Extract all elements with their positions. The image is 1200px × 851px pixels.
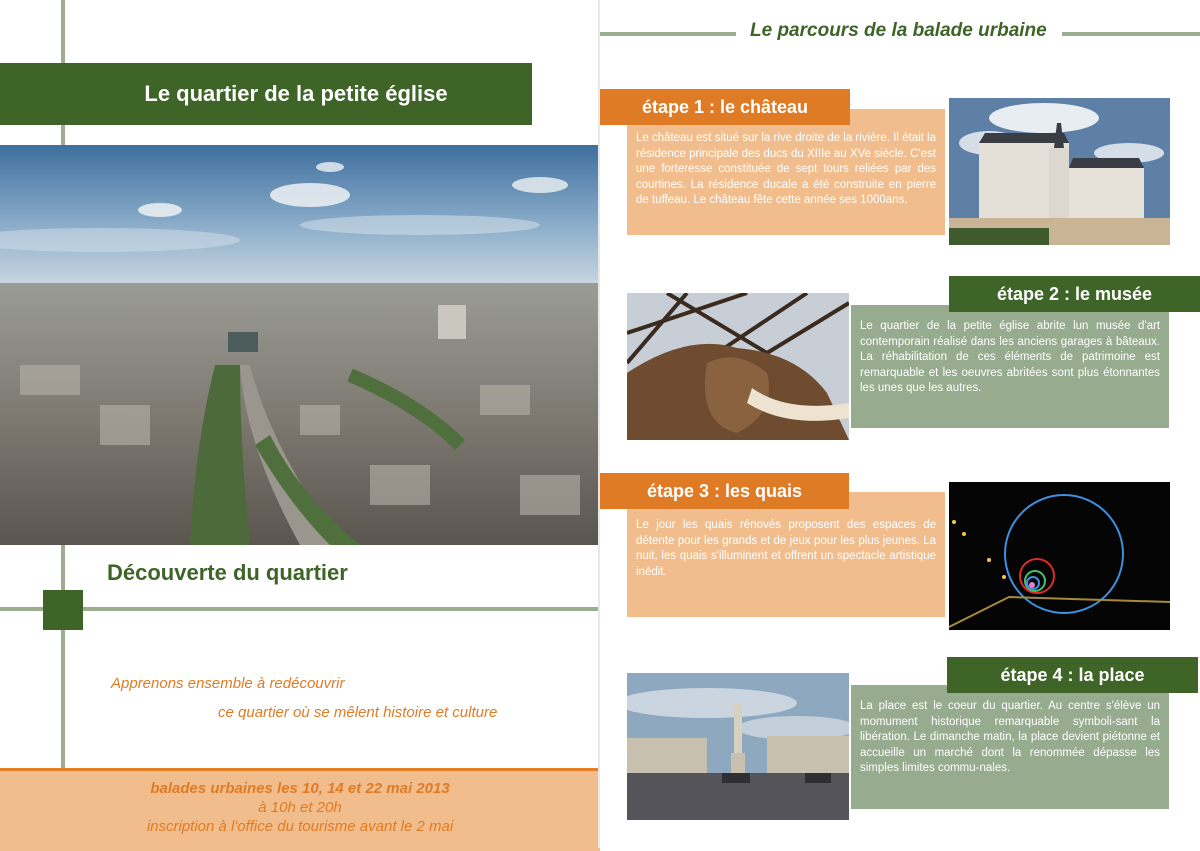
page-title-banner [0,63,532,125]
route-title: Le parcours de la balade urbaine [750,20,1047,41]
step-1-heading [600,89,850,125]
horizontal-rule [0,607,600,611]
step-4-text: La place est le coeur du quartier. Au centre s'élève un momument historique remarquable symboli-sant la libération. Le dimanche matin, la place devient piétonne et accueille un marché dont la renommée dépasse les simples limites commu-nales. [860,700,1160,774]
hero-aerial-image [0,145,600,545]
step-1-heading-text: étape 1 : le château [641,96,809,117]
section-title: Découverte du quartier [107,560,348,585]
step-4-heading-text: étape 4 : la place [1000,664,1145,685]
step-1-text: Le château est situé sur la rive droite de la rivière. Il était la résidence principale des ducs du XIIIe au XVe siècle. C'est une forteresse constituée de sept tours reliées par des courtines. La résidence ducale a été construite en pierre de tuffeau. Le château fête cette année ses 1000ans. [636,132,936,206]
tagline-line-2: ce quartier où se mêlent histoire et culture [218,704,498,721]
step-4-square-photo [627,673,849,820]
event-times: à 10h et 20h [258,799,342,816]
vertical-rule-bottom [61,545,65,768]
light-rings-illustration [949,482,1170,630]
vertical-rule-top [61,0,65,63]
step-3-heading-text: étape 3 : les quais [646,480,803,501]
event-dates: balades urbaines les 10, 14 et 22 mai 2013 [150,780,450,797]
step-2-text: Le quartier de la petite église abrite lun musée d'art contemporain réalisé dans les anciens garages à bâteaux. La réhabilitation de ces éléments de patrimoine est remarquable et les oeuvres abritées sont plus étonnantes les unes que les autres. [860,320,1160,394]
castle-illustration [949,98,1170,245]
square-column-illustration [627,673,849,820]
step-4-heading [947,657,1198,693]
aerial-city-illustration [0,145,600,545]
step-3-text: Le jour les quais rénovés proposent des espaces de détente pour les grands et de jeux pour les plus jeunes. La nuit, les quais s'illuminent et offrent un spectacle artistique inédit. [636,519,936,578]
step-3-description [627,492,945,617]
event-registration: inscription à l'office du tourisme avant le 2 mai [146,818,454,835]
elephant-illustration [627,293,849,440]
tagline-line-1: Apprenons ensemble à redécouvrir [111,675,345,692]
step-1-castle-photo [949,98,1170,245]
step-2-description [851,305,1169,428]
step-2-elephant-photo [627,293,849,440]
title-rule-right [1062,32,1200,36]
step-4-description [851,685,1169,809]
event-info-footer [0,768,600,851]
page-divider [598,0,600,848]
title-rule-left [600,32,736,36]
step-3-night-lights-photo [949,482,1170,630]
step-1-description [627,109,945,235]
step-3-heading [600,473,849,509]
page-title: Le quartier de la petite église [144,81,448,106]
step-2-heading-text: étape 2 : le musée [996,283,1153,304]
vertical-rule-mid [61,125,65,145]
decorative-square [43,590,83,630]
step-2-heading [949,276,1200,312]
